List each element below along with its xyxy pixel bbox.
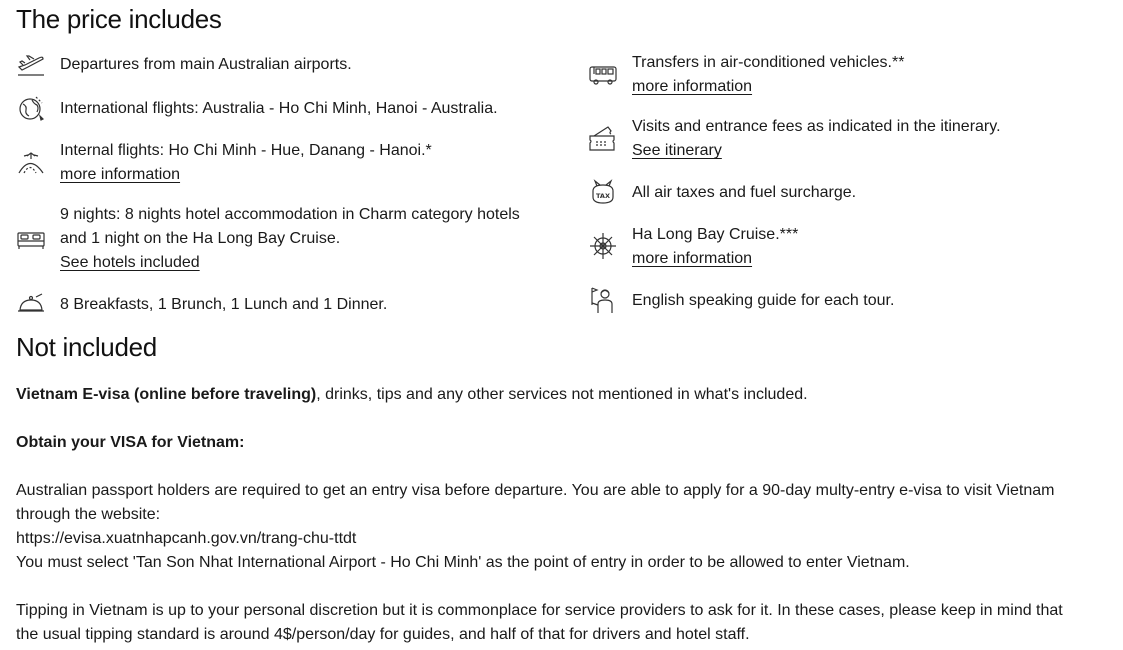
ticket-icon: [588, 124, 618, 154]
bed-icon: [16, 224, 46, 254]
globe-flight-icon: [16, 94, 46, 124]
include-text: Internal flights: Ho Chi Minh - Hue, Danang - Hanoi.*: [60, 142, 432, 159]
internal-flight-icon: [16, 148, 46, 178]
includes-title: The price includes: [16, 4, 222, 34]
tipping-line1: Tipping in Vietnam is up to your personal discretion but it is commonplace for service providers to ask for it. In these cases, please keep in mind that: [16, 602, 1063, 619]
visa-rest-text: , drinks, tips and any other services not mentioned in what's included.: [316, 386, 808, 403]
svg-text:TAX: TAX: [596, 192, 610, 200]
include-text: All air taxes and fuel surcharge.: [632, 184, 857, 201]
include-text: English speaking guide for each tour.: [632, 292, 895, 309]
obtain-visa-title: [16, 431, 1121, 455]
tax-piggy-icon: [588, 177, 618, 207]
include-text-line2: and 1 night on the Ha Long Bay Cruise.: [60, 230, 341, 247]
evisa-url: https://evisa.xuatnhapcanh.gov.vn/trang-chu-ttdt: [16, 530, 357, 547]
obtain-visa-bold: Obtain your VISA for Vietnam:: [16, 434, 245, 451]
more-information-link[interactable]: more information: [60, 166, 181, 183]
visa-bold-text: Vietnam E-visa (online before traveling): [16, 386, 317, 403]
bus-icon: [588, 60, 618, 90]
more-information-link[interactable]: more information: [632, 250, 753, 267]
include-text: Departures from main Australian airports.: [60, 56, 352, 73]
include-text: International flights: Australia - Ho Chi Minh, Hanoi - Australia.: [60, 100, 498, 117]
more-information-link[interactable]: more information: [632, 78, 753, 95]
tipping-line2: the usual tipping standard is around 4$/person/day for guides, and half of that for drivers and hotel staff.: [16, 626, 750, 643]
include-text: 8 Breakfasts, 1 Brunch, 1 Lunch and 1 Dinner.: [60, 296, 388, 313]
see-hotels-link[interactable]: See hotels included: [60, 254, 200, 271]
see-itinerary-link[interactable]: See itinerary: [632, 142, 722, 159]
include-text: Ha Long Bay Cruise.***: [632, 226, 799, 243]
meal-cloche-icon: [16, 290, 46, 320]
passport-line1: Australian passport holders are required to get an entry visa before departure. You are able to apply for a 90-day multy-entry e-visa to visit Vietnam: [16, 482, 1055, 499]
include-text: 9 nights: 8 nights hotel accommodation in Charm category hotels: [60, 206, 520, 223]
guide-icon: [588, 285, 618, 315]
passport-line2: through the website:: [16, 506, 161, 523]
entry-note: You must select 'Tan Son Nhat International Airport - Ho Chi Minh' as the point of entry in order to be allowed to enter Vietnam.: [16, 554, 910, 571]
not-included-title: Not included: [16, 332, 157, 362]
include-text: Transfers in air-conditioned vehicles.**: [632, 54, 905, 71]
include-text: Visits and entrance fees as indicated in the itinerary.: [632, 118, 1001, 135]
ship-wheel-icon: [588, 231, 618, 261]
plane-departure-icon: [16, 50, 46, 80]
visa-summary: [16, 383, 1121, 407]
